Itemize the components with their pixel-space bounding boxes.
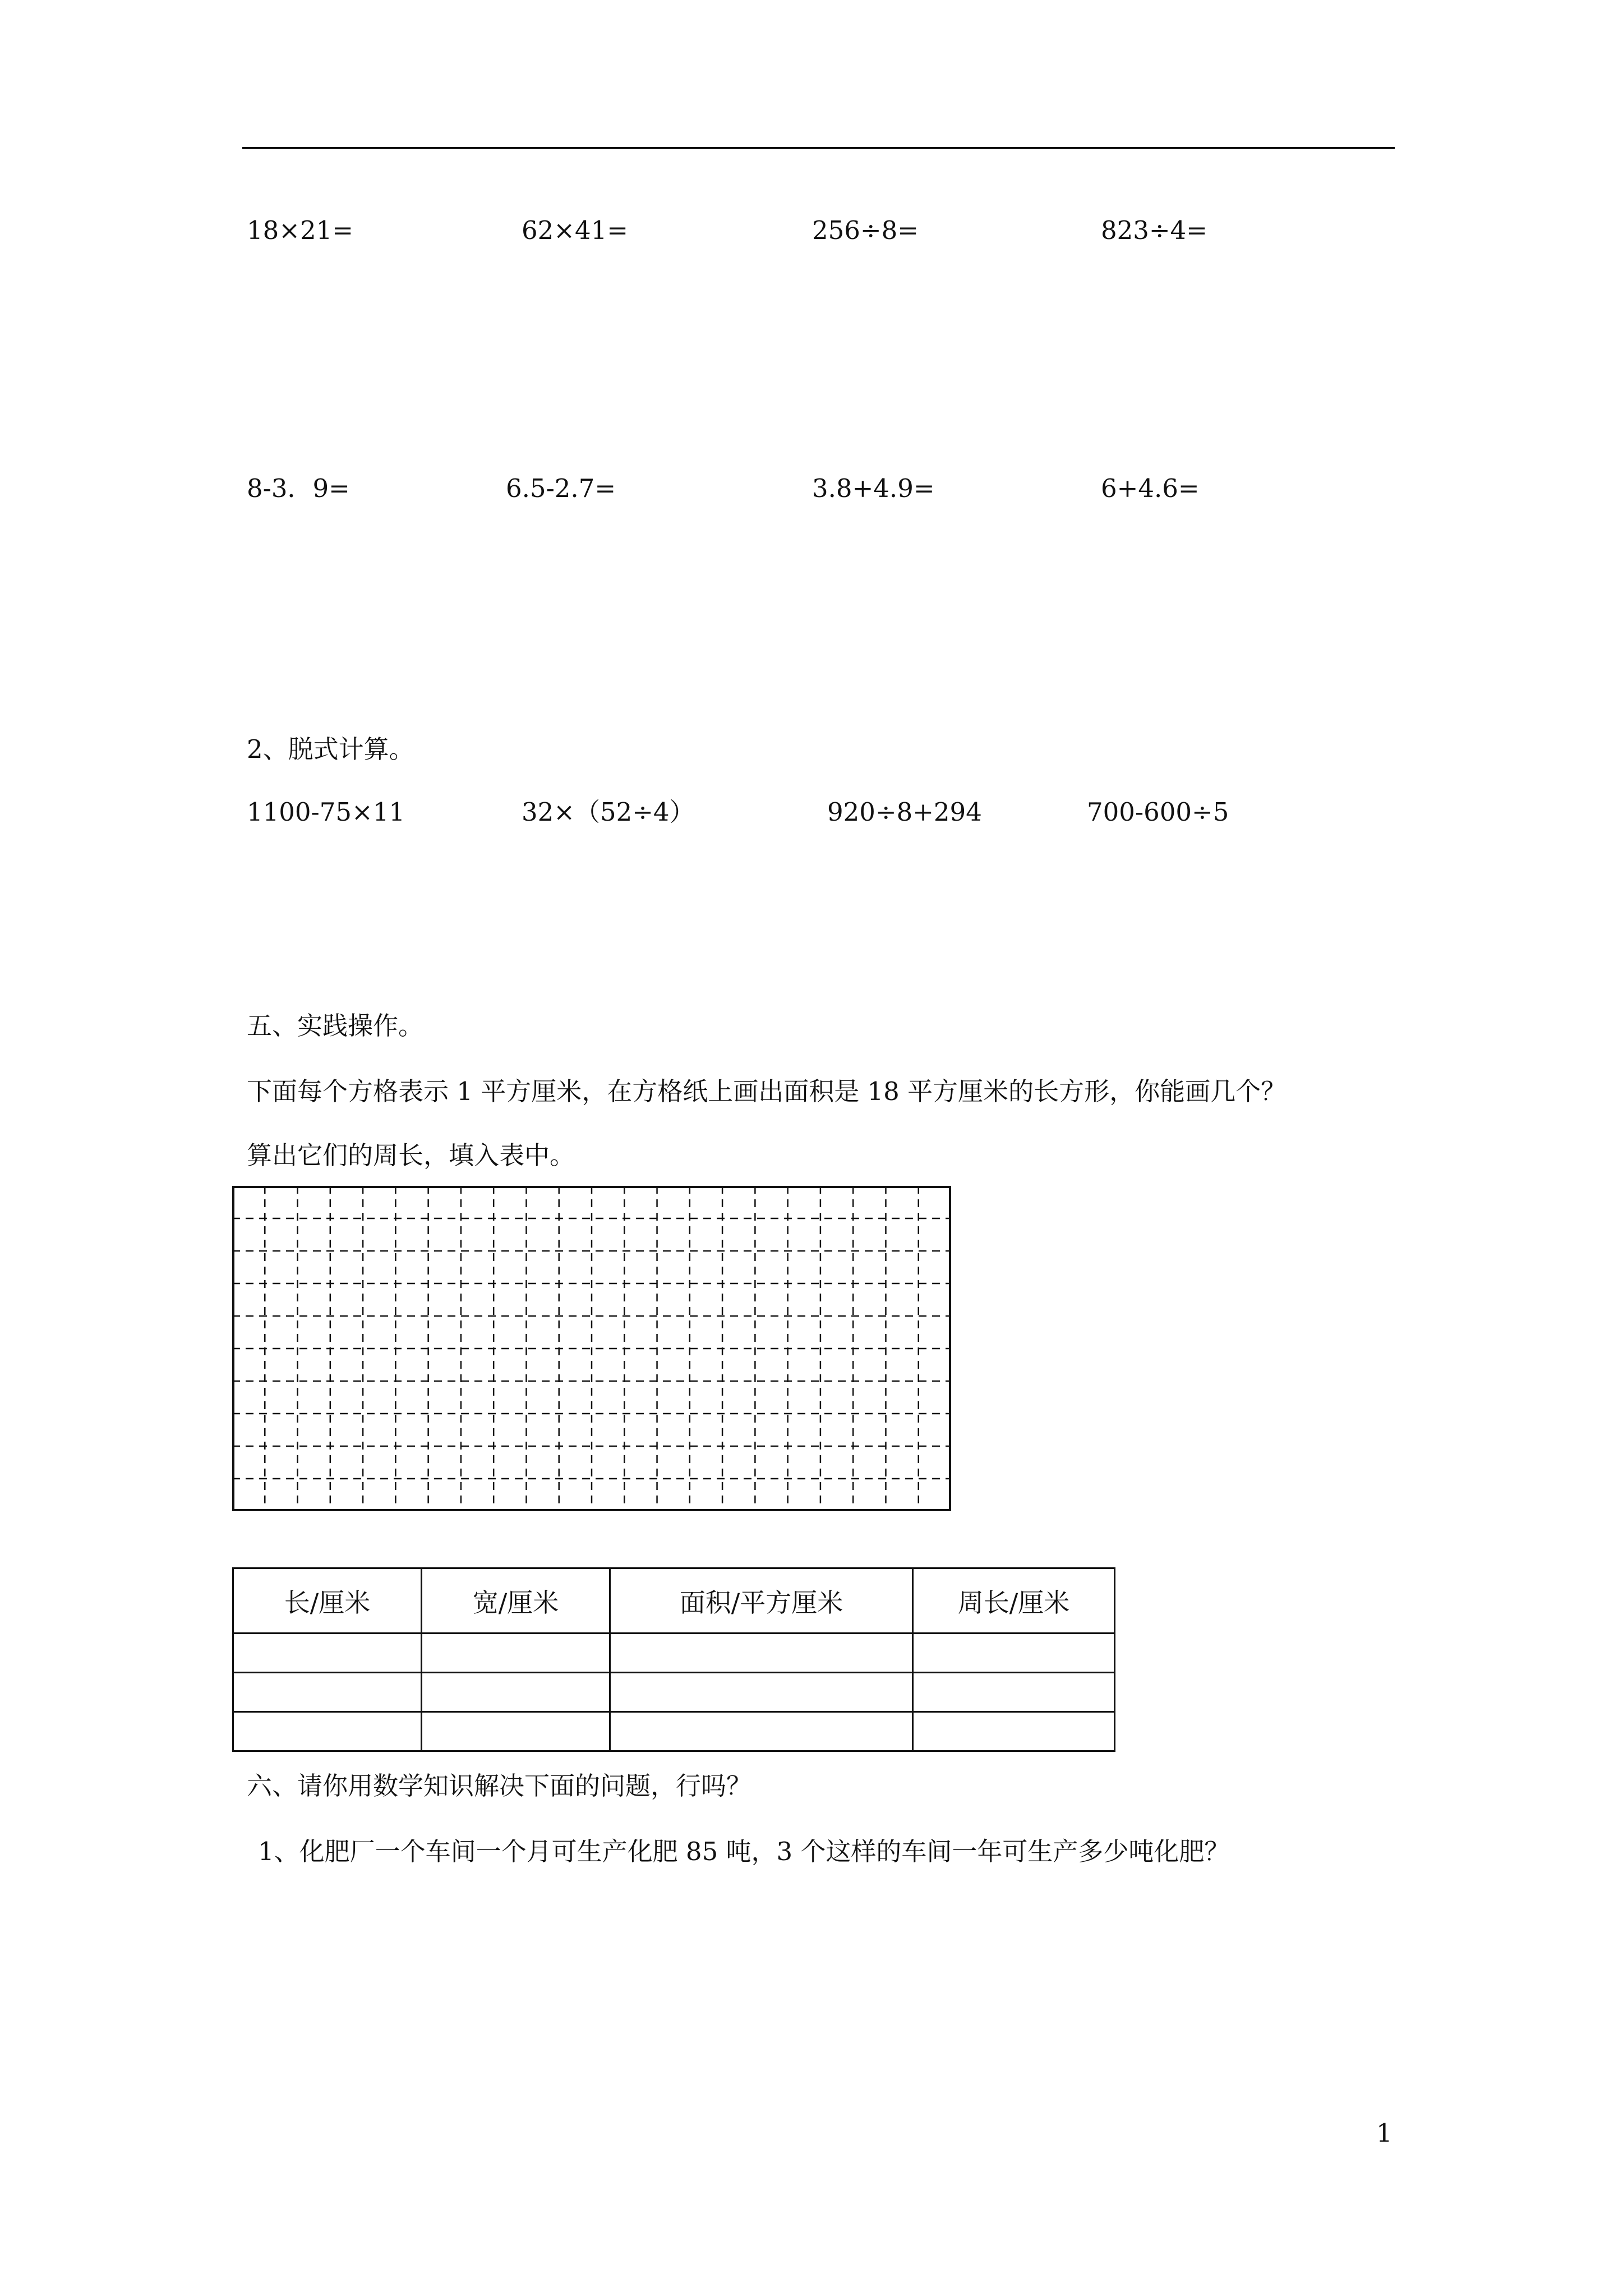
table-header-row — [233, 1568, 1115, 1634]
table-header-cell: 周长/厘米 — [913, 1568, 1115, 1634]
table-cell — [610, 1673, 913, 1712]
table-cell — [422, 1634, 610, 1673]
calc-item: 3.8+4.9= — [812, 473, 935, 503]
table-cell — [913, 1712, 1115, 1751]
instruction-text: 下面每个方格表示 1 平方厘米，在方格纸上画出面积是 18 平方厘米的长方形，你能画几个？ — [247, 1076, 1287, 1106]
calc-item: 6+4.6= — [1101, 473, 1200, 503]
calc-item: 18×21= — [247, 215, 353, 245]
square-grid — [232, 1186, 951, 1511]
table-cell — [610, 1712, 913, 1751]
calc-item: 256÷8= — [812, 215, 919, 245]
table-row — [233, 1673, 1115, 1712]
expression-item: 700-600÷5 — [1087, 797, 1229, 827]
page-number: 1 — [1376, 2118, 1393, 2148]
expression-item: 1100-75×11 — [247, 797, 405, 827]
calc-item: 823÷4= — [1101, 215, 1207, 245]
table-cell — [610, 1634, 913, 1673]
instruction-text: 算出它们的周长，填入表中。 — [247, 1140, 575, 1170]
calc-item: 62×41= — [522, 215, 628, 245]
section-heading: 2、脱式计算。 — [247, 734, 414, 764]
header-rule — [242, 147, 1395, 149]
word-problem: 1、化肥厂一个车间一个月可生产化肥 85 吨，3 个这样的车间一年可生产多少吨化肥？ — [258, 1837, 1230, 1866]
table-cell — [913, 1673, 1115, 1712]
table-cell — [422, 1673, 610, 1712]
table-row — [233, 1634, 1115, 1673]
table-cell — [233, 1634, 422, 1673]
calc-item: 6.5-2.7= — [506, 473, 616, 503]
calc-item: 8-3．9= — [247, 473, 350, 503]
expression-item: 32×（52÷4） — [522, 797, 695, 827]
table-header-cell: 宽/厘米 — [422, 1568, 610, 1634]
table-header-cell: 面积/平方厘米 — [610, 1568, 913, 1634]
table-header-cell: 长/厘米 — [233, 1568, 422, 1634]
section-heading: 六、请你用数学知识解决下面的问题，行吗？ — [247, 1771, 752, 1801]
table-cell — [913, 1634, 1115, 1673]
table-cell — [233, 1673, 422, 1712]
section-heading: 五、实践操作。 — [247, 1011, 424, 1041]
expression-item: 920÷8+294 — [827, 797, 982, 827]
table-row — [233, 1712, 1115, 1751]
table-cell — [422, 1712, 610, 1751]
answer-table — [232, 1567, 1115, 1752]
table-cell — [233, 1712, 422, 1751]
